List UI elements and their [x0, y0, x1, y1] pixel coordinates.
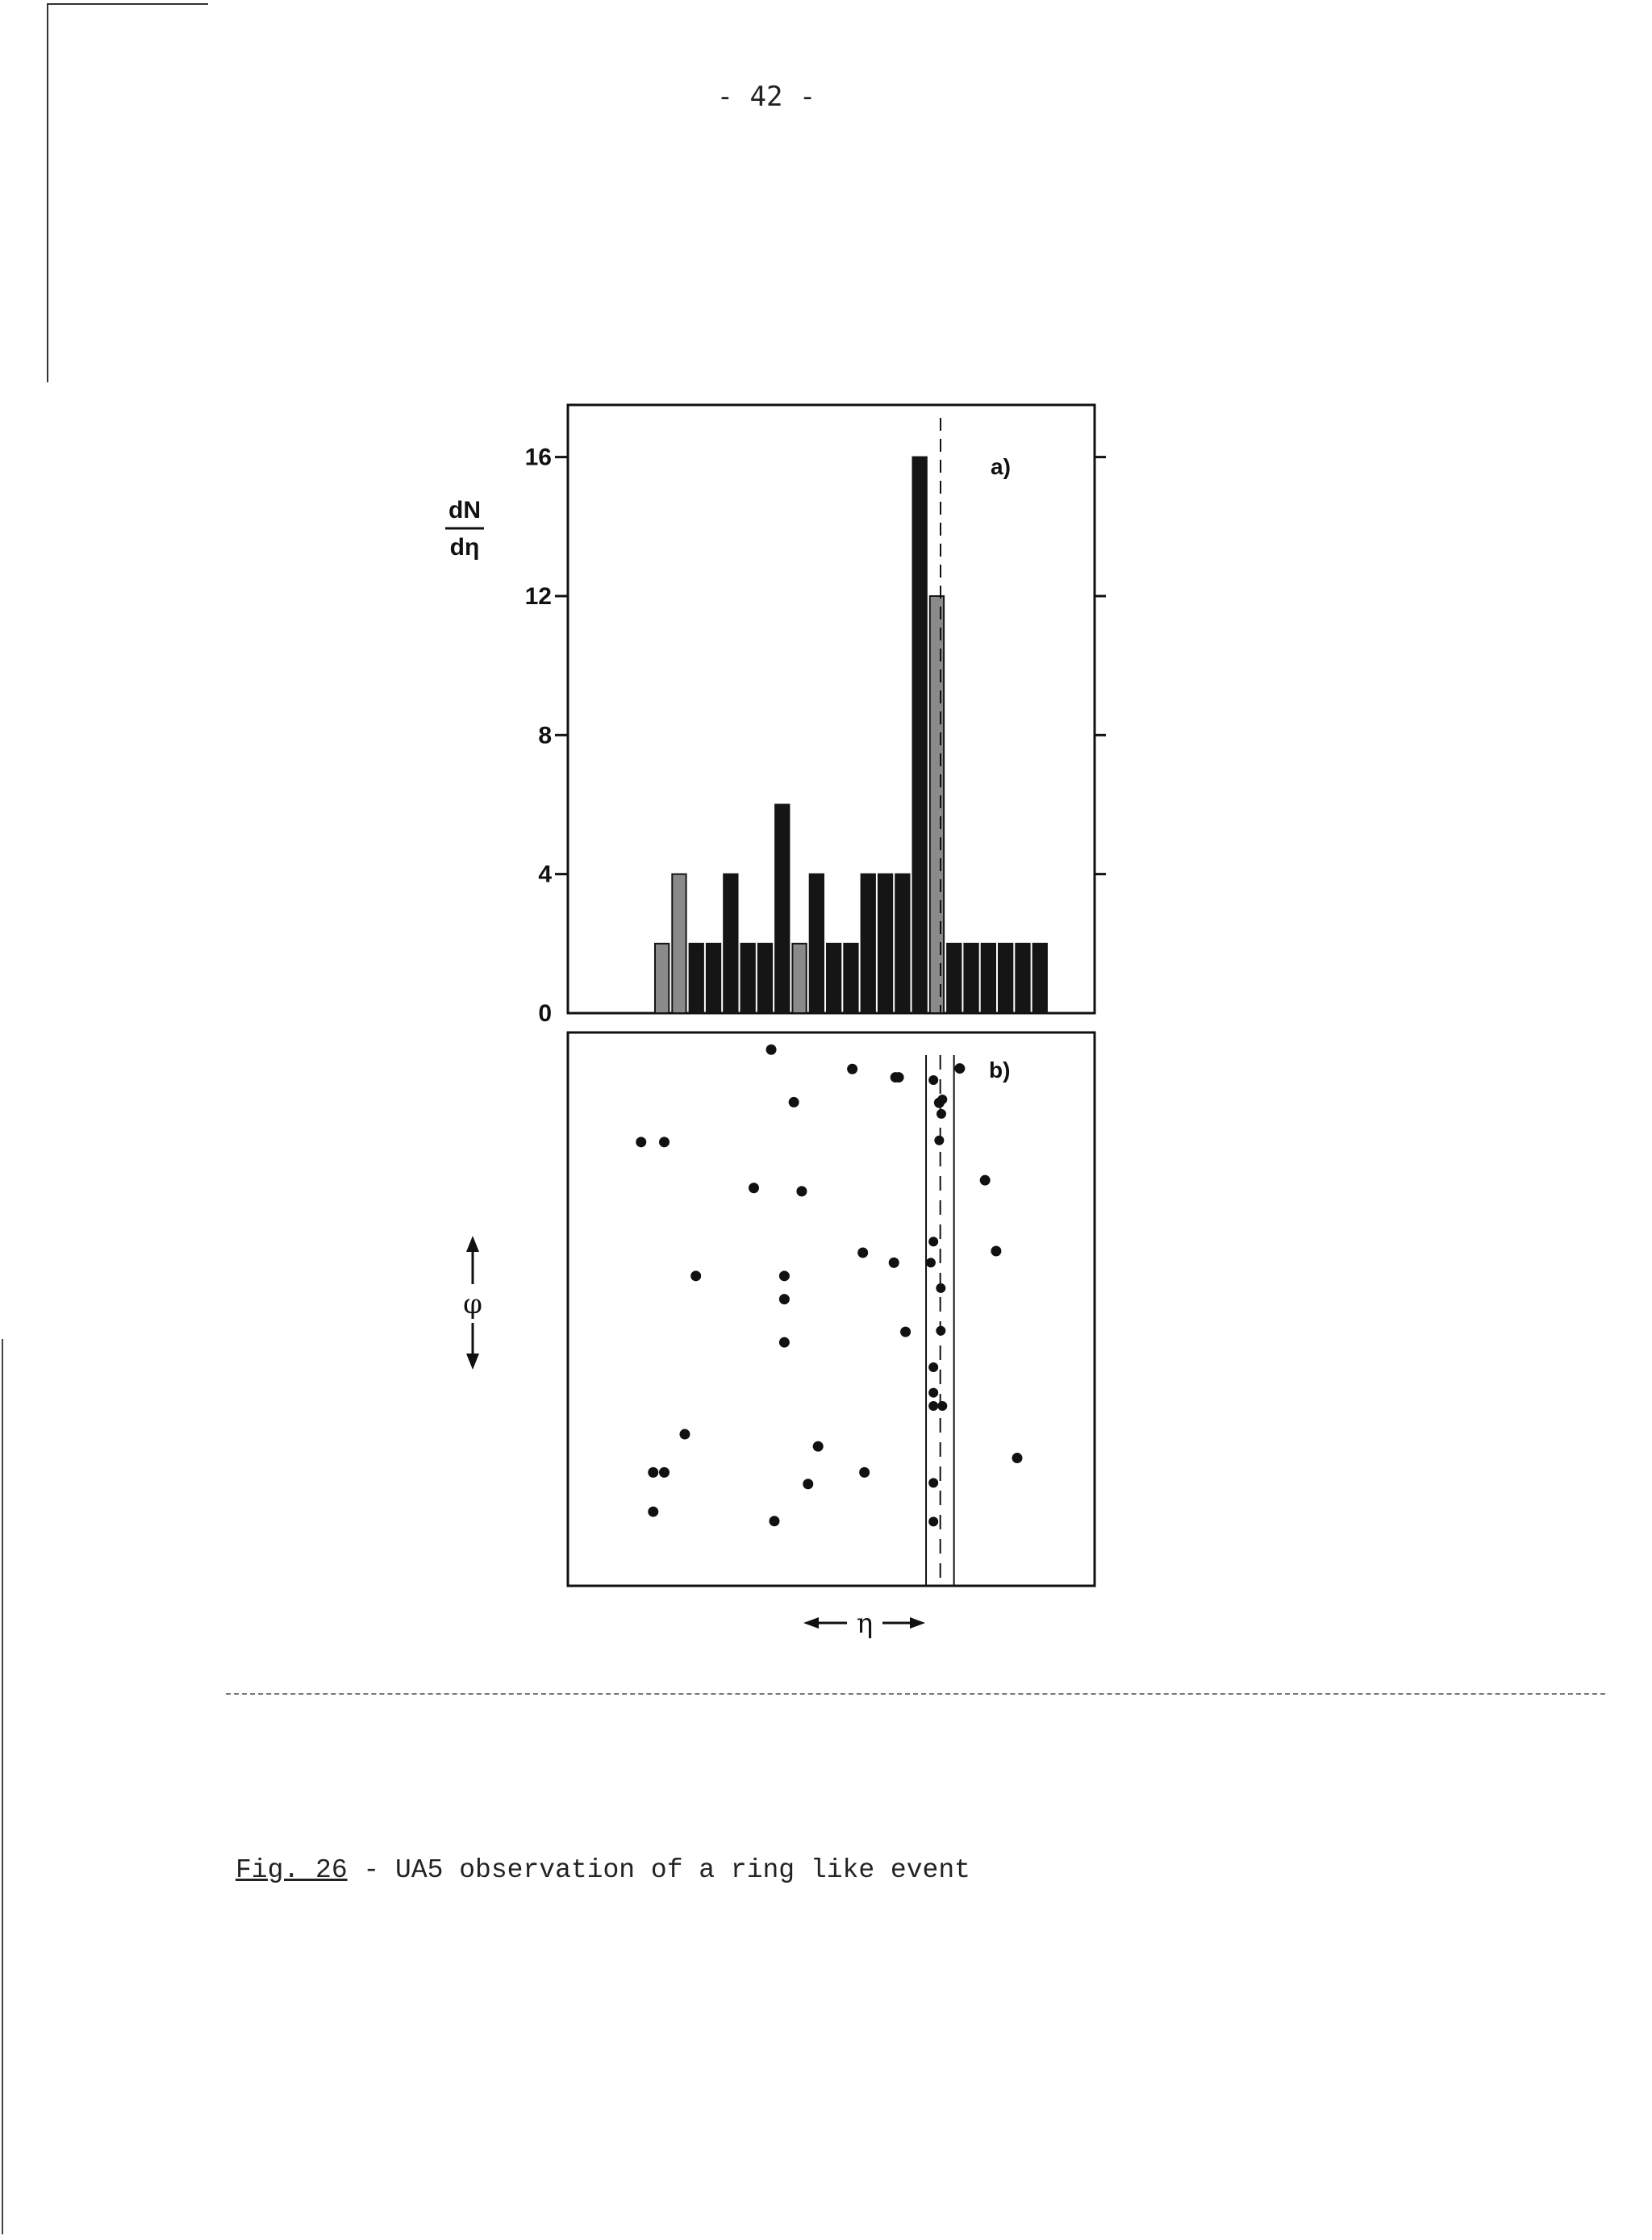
y-axis-label-denominator: dη — [449, 534, 480, 561]
scatter-point — [779, 1294, 790, 1304]
histogram-bar — [758, 944, 772, 1013]
y-axis-label-numerator: dN — [448, 497, 481, 524]
scatter-point — [779, 1337, 790, 1348]
y-tick-label: 16 — [524, 444, 552, 471]
separator-line — [226, 1693, 1605, 1695]
scatter-point — [847, 1064, 857, 1074]
histogram-bar — [1016, 944, 1029, 1013]
scatter-point — [766, 1045, 777, 1055]
scatter-point — [857, 1248, 868, 1258]
y-tick-label: 0 — [538, 1000, 552, 1027]
y-tick-label: 4 — [538, 861, 552, 888]
phi-arrow-up-icon — [466, 1236, 479, 1252]
scatter-point — [980, 1175, 991, 1186]
histogram-bar — [913, 457, 927, 1013]
y-tick-label: 8 — [538, 722, 552, 749]
band-point — [937, 1095, 947, 1104]
band-point — [926, 1258, 936, 1267]
panel-b-label: b) — [989, 1057, 1011, 1082]
scatter-point — [894, 1072, 904, 1082]
panel-b-scatter — [463, 1032, 1095, 1640]
histogram-bar — [861, 874, 875, 1013]
scatter-point — [659, 1467, 670, 1478]
band-point — [934, 1136, 944, 1145]
band-point — [928, 1478, 938, 1487]
band-point — [937, 1401, 947, 1411]
scatter-point — [636, 1137, 646, 1147]
band-point — [928, 1075, 938, 1085]
scatter-point — [859, 1467, 870, 1478]
histogram-bar — [982, 944, 995, 1013]
eta-axis-label: η — [856, 1608, 874, 1640]
band-point — [928, 1362, 938, 1372]
scatter-point — [749, 1183, 759, 1193]
scatter-point — [813, 1441, 824, 1452]
scatter-point — [659, 1137, 670, 1147]
band-point — [936, 1283, 945, 1293]
scatter-point — [648, 1467, 658, 1478]
panel-a-label: a) — [991, 454, 1011, 479]
scatter-point — [796, 1186, 807, 1196]
page-number: - 42 - — [716, 81, 816, 113]
scatter-point — [789, 1097, 799, 1107]
histogram-bar — [672, 874, 686, 1013]
scatter-point — [900, 1327, 911, 1337]
histogram-bar — [999, 944, 1012, 1013]
scatter-point — [769, 1516, 779, 1526]
scatter-point — [690, 1270, 701, 1281]
scatter-point — [954, 1063, 965, 1074]
phi-axis-label: φ — [463, 1288, 482, 1320]
scatter-point — [889, 1258, 899, 1268]
band-point — [928, 1237, 938, 1246]
histogram-bar — [1033, 944, 1047, 1013]
eta-arrow-right-icon — [910, 1617, 925, 1629]
histogram-bar — [930, 596, 944, 1013]
histogram-bar — [964, 944, 978, 1013]
scatter-point — [991, 1245, 1001, 1256]
histogram-bar — [810, 874, 824, 1013]
histogram-bar — [741, 944, 755, 1013]
band-point — [928, 1388, 938, 1398]
y-tick-label: 12 — [524, 582, 552, 610]
panel-a-histogram — [445, 405, 1106, 1027]
histogram-bar — [655, 944, 669, 1013]
eta-arrow-left-icon — [803, 1617, 819, 1629]
histogram-bar — [707, 944, 720, 1013]
panel-a-frame — [568, 405, 1095, 1013]
histogram-bar — [775, 804, 789, 1013]
figure-caption — [236, 1855, 970, 1885]
histogram-bar — [792, 944, 806, 1013]
band-point — [928, 1516, 938, 1526]
histogram-bar — [947, 944, 961, 1013]
scatter-point — [679, 1429, 690, 1440]
band-point — [936, 1326, 945, 1336]
band-point — [928, 1401, 938, 1411]
histogram-bar — [844, 944, 857, 1013]
panel-b-frame — [568, 1032, 1095, 1586]
phi-arrow-down-icon — [466, 1354, 479, 1370]
scatter-point — [648, 1507, 658, 1517]
histogram-bar — [724, 874, 737, 1013]
histogram-bar — [878, 874, 892, 1013]
scatter-point — [803, 1479, 813, 1489]
scatter-point — [1012, 1453, 1023, 1463]
histogram-bar — [827, 944, 841, 1013]
figure-caption-label: Fig. 26 — [236, 1855, 348, 1885]
histogram-bar — [690, 944, 703, 1013]
scatter-point — [779, 1270, 790, 1281]
histogram-bar — [895, 874, 909, 1013]
band-point — [937, 1109, 946, 1119]
figure-caption-text: - UA5 observation of a ring like event — [347, 1855, 970, 1885]
